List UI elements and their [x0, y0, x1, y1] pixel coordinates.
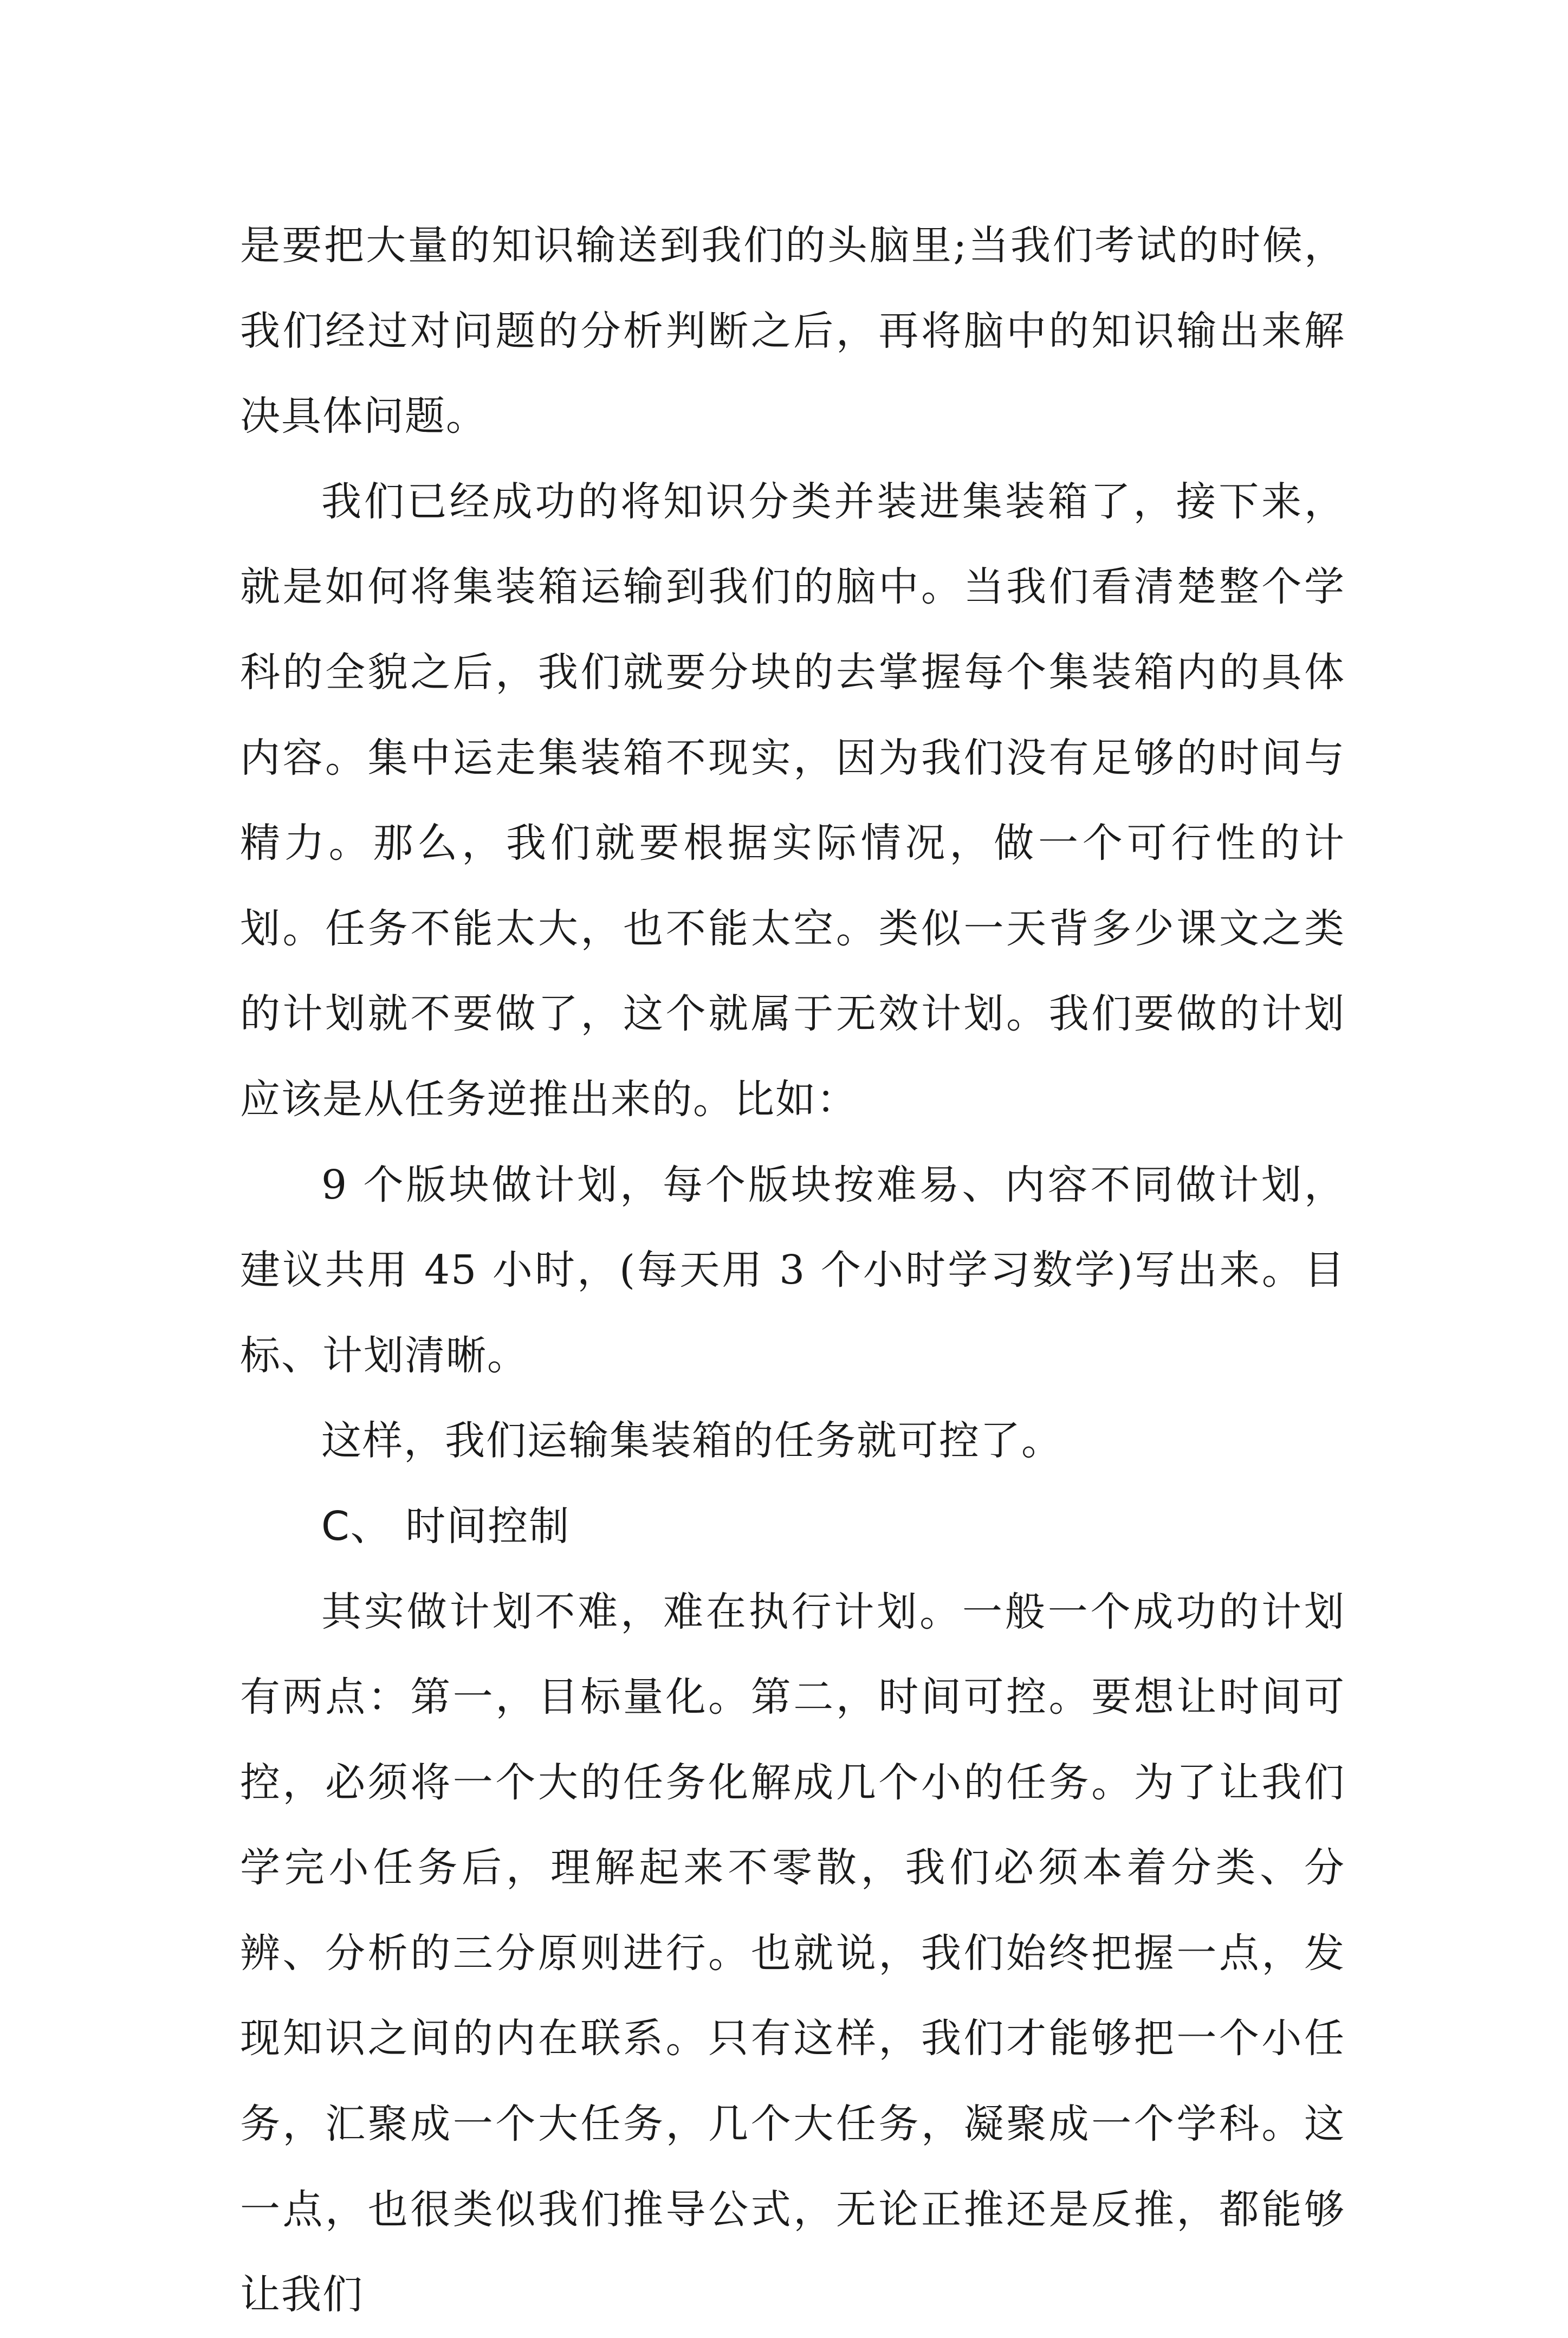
paragraph-controllable: 这样，我们运输集装箱的任务就可控了。 — [321, 1417, 1062, 1465]
paragraph-continuation: 是要把大量的知识输送到我们的头脑里;当我们考试的时候，我们经过对问题的分析判断之后，再将脑中的知识输出来解决具体问题。 — [240, 222, 1345, 440]
paragraph-execute-plan: 其实做计划不难，难在执行计划。一般一个成功的计划有两点：第一，目标量化。第二，时间可控。要想让时间可控，必须将一个大的任务化解成几个小的任务。为了让我们学完小任务后，理解起来不零散，我们必须本着分类、分辨、分析的三分原则进行。也就说，我们始终把握一点，发现知识之间的内在联系。只有这样，我们才能够把一个小任务，汇聚成一个大任务，几个大任务，凝聚成一个学科。这一点，也很类似我们推导公式，无论正推还是反推，都能够让我们 — [240, 1588, 1345, 2318]
paragraph-container-transport: 我们已经成功的将知识分类并装进集装箱了，接下来，就是如何将集装箱运输到我们的脑中。当我们看清楚整个学科的全貌之后，我们就要分块的去掌握每个集装箱内的具体内容。集中运走集装箱不现实，因为我们没有足够的时间与精力。那么，我们就要根据实际情况，做一个可行性的计划。任务不能太大，也不能太空。类似一天背多少课文之类的计划就不要做了，这个就属于无效计划。我们要做的计划应该是从任务逆推出来的。比如： — [240, 478, 1345, 1123]
paragraph-plan-example: 9 个版块做计划，每个版块按难易、内容不同做计划，建议共用 45 小时，(每天用 3 个小时学习数学)写出来。目标、计划清晰。 — [240, 1161, 1345, 1379]
body-text — [240, 203, 1345, 2338]
section-heading-time-control: C、 时间控制 — [321, 1502, 571, 1550]
